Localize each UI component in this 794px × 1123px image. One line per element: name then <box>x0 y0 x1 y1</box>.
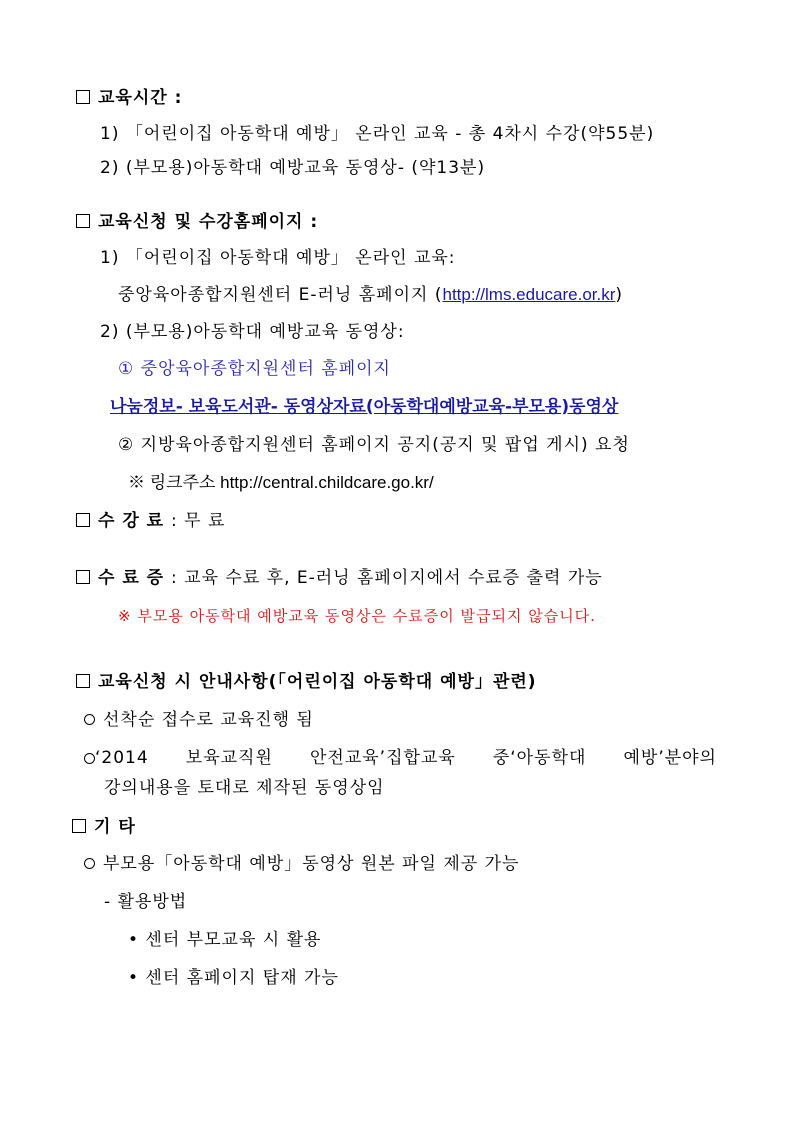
link-address: ※ 링크주소 http://central.childcare.go.kr/ <box>128 473 434 492</box>
checkbox-icon <box>76 513 90 527</box>
bullet-word: 보육교직원 <box>185 748 273 768</box>
checkbox-icon <box>76 674 90 688</box>
heading-text: 교육신청 및 수강홈페이지 : <box>98 212 319 232</box>
circle-bullet-icon <box>84 753 95 764</box>
registration-item-1: 1) 「어린이집 아동학대 예방」 온라인 교육: <box>100 248 456 268</box>
section-fee-heading <box>76 509 225 533</box>
section-certificate-heading <box>76 566 603 590</box>
education-time-item-1: 1) 「어린이집 아동학대 예방」 온라인 교육 - 총 4차시 수강(약55분) <box>100 124 655 144</box>
education-time-item-2: 2) (부모용)아동학대 예방교육 동영상- (약13분) <box>100 158 486 178</box>
section-etc-heading <box>72 815 136 839</box>
certificate-value: : 교육 수료 후, E-러닝 홈페이지에서 수료증 출력 가능 <box>171 568 603 588</box>
bullet-word: 중‘아동학대 <box>492 748 587 768</box>
heading-text: 수 강 료 <box>98 511 165 531</box>
heading-text: 교육신청 시 안내사항(「어린이집 아동학대 예방」관련) <box>98 672 537 692</box>
site-suffix: ) <box>615 285 624 305</box>
lms-link[interactable]: http://lms.educare.or.kr <box>442 285 616 304</box>
bullet-word: 안전교육’집합교육 <box>309 748 456 768</box>
registration-item-2: 2) (부모용)아동학대 예방교육 동영상: <box>100 322 405 342</box>
certificate-note: ※ 부모용 아동학대 예방교육 동영상은 수료증이 발급되지 않습니다. <box>118 607 596 625</box>
usage-item-1: • 센터 부모교육 시 활용 <box>128 930 322 950</box>
section-guidance-heading <box>76 670 537 694</box>
heading-text: 수 료 증 <box>98 568 165 588</box>
section-registration-heading <box>76 210 318 234</box>
section-education-time-heading <box>76 86 182 110</box>
guidance-bullet-2-continuation: 강의내용을 토대로 제작된 동영상임 <box>104 778 385 798</box>
bullet-word: ‘2014 <box>95 748 149 768</box>
usage-item-2: • 센터 홈페이지 탑재 가능 <box>128 968 339 988</box>
heading-text: 기 타 <box>94 817 136 837</box>
registration-option-2: ② 지방육아종합지원센터 홈페이지 공지(공지 및 팝업 게시) 요청 <box>118 435 630 455</box>
video-path-link[interactable]: 나눔정보- 보육도서관- 동영상자료(아동학대예방교육-부모용)동영상 <box>110 397 619 417</box>
bullet-word: 예방’분야의 <box>623 748 717 768</box>
bullet-text: 부모용「아동학대 예방」동영상 원본 파일 제공 가능 <box>103 854 520 874</box>
site-prefix: 중앙육아종합지원센터 E-러닝 홈페이지 ( <box>118 285 443 305</box>
checkbox-icon <box>76 214 90 228</box>
fee-value: : 무 료 <box>171 511 226 531</box>
checkbox-icon <box>72 819 86 833</box>
circle-bullet-icon <box>84 858 95 869</box>
circle-bullet-icon <box>84 714 95 725</box>
guidance-bullet-2 <box>84 746 717 770</box>
usage-method-label: - 활용방법 <box>104 892 188 912</box>
etc-bullet-1 <box>84 852 519 876</box>
checkbox-icon <box>76 90 90 104</box>
heading-text: 교육시간 : <box>98 88 183 108</box>
guidance-bullet-2-line <box>95 746 717 770</box>
checkbox-icon <box>76 570 90 584</box>
bullet-text: 선착순 접수로 교육진행 됨 <box>103 710 314 730</box>
guidance-bullet-1 <box>84 708 314 732</box>
registration-option-1: ① 중앙육아종합지원센터 홈페이지 <box>118 359 391 379</box>
registration-item-1-site <box>118 283 623 307</box>
